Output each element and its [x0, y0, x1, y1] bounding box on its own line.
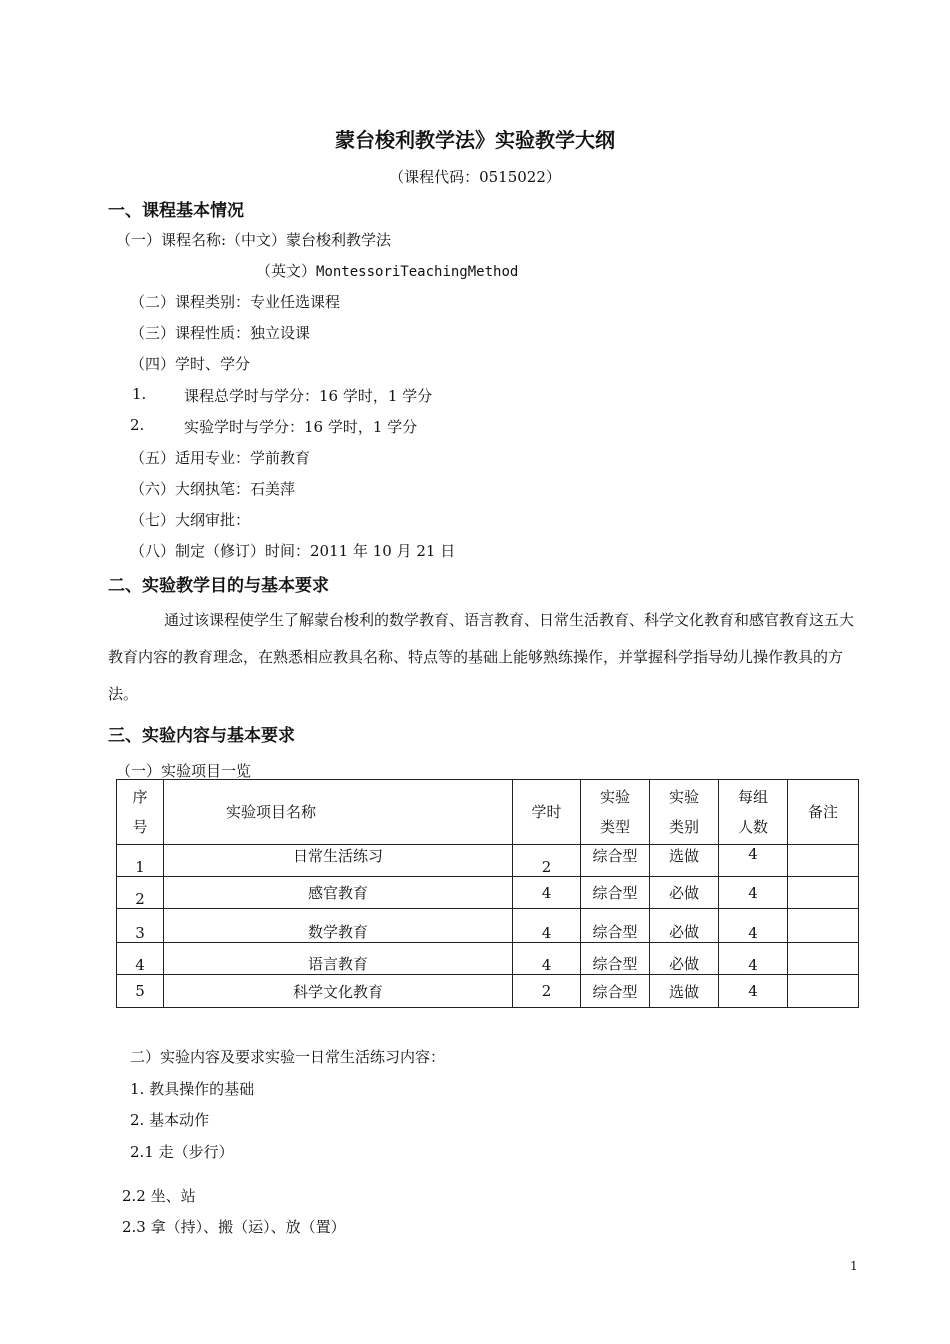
document-title: 蒙台梭利教学法》实验教学大纲: [335, 128, 615, 152]
course-code: （课程代码：0515022）: [389, 168, 561, 186]
syllabus-author: （六）大纲执笔：石美萍: [130, 480, 296, 498]
table-row: [117, 943, 859, 975]
cell-group-size: 4: [719, 845, 788, 877]
content-item-1: 1. 教具操作的基础: [130, 1080, 255, 1098]
cell-type: 综合型: [581, 943, 650, 975]
hours-item-1: 课程总学时与学分：16 学时，1 学分: [184, 387, 433, 405]
cell-seq: 5: [117, 975, 164, 1008]
content-item-2: 2. 基本动作: [130, 1111, 210, 1129]
section2-heading: 二、实验教学目的与基本要求: [108, 576, 329, 596]
applicable-major: （五）适用专业：学前教育: [130, 449, 311, 467]
cell-hours: 4: [513, 909, 581, 943]
content-item-2-3: 2.3 拿（持）、搬（运）、放（置）: [122, 1218, 346, 1236]
hours-item-1-num: 1.: [132, 385, 147, 403]
cell-kind: 选做: [650, 975, 719, 1008]
cell-type: 综合型: [581, 975, 650, 1008]
cell-type: 综合型: [581, 845, 650, 877]
cell-name: 语言教育: [164, 943, 513, 975]
cell-group-size: 4: [719, 975, 788, 1008]
hours-item-2: 实验学时与学分：16 学时，1 学分: [184, 418, 418, 436]
section2-paragraph: 通过该课程使学生了解蒙台梭利的数学教育、语言教育、日常生活教育、科学文化教育和感官教育这五大教育内容的教育理念，在熟悉相应教具名称、特点等的基础上能够熟练操作，并掌握科学指导幼儿操作教具的方法。: [108, 611, 855, 703]
course-name-en-label: （英文）: [256, 262, 317, 280]
header-group-size: 每组 人数: [719, 780, 788, 845]
cell-hours: 4: [513, 943, 581, 975]
table-row: [117, 877, 859, 909]
hours-heading: （四）学时、学分: [130, 355, 251, 373]
cell-seq: 2: [117, 877, 164, 909]
cell-kind: 选做: [650, 845, 719, 877]
table-row: [117, 909, 859, 943]
cell-seq: 1: [117, 845, 164, 877]
content-item-2-2: 2.2 坐、站: [122, 1187, 196, 1205]
table-row: [117, 845, 859, 877]
course-name-en-value: MontessoriTeachingMethod: [316, 264, 519, 280]
cell-name: 科学文化教育: [164, 975, 513, 1008]
cell-kind: 必做: [650, 943, 719, 975]
cell-note: [788, 845, 859, 877]
cell-note: [788, 909, 859, 943]
cell-type: 综合型: [581, 909, 650, 943]
table-row: [117, 975, 859, 1008]
cell-seq: 4: [117, 943, 164, 975]
cell-note: [788, 877, 859, 909]
content-heading: 二）实验内容及要求实验一日常生活练习内容：: [130, 1048, 446, 1066]
cell-note: [788, 975, 859, 1008]
page-number: 1: [850, 1259, 858, 1273]
section1-heading: 一、课程基本情况: [108, 201, 244, 221]
course-category: （二）课程类别：专业任选课程: [130, 293, 341, 311]
cell-seq: 3: [117, 909, 164, 943]
cell-name: 感官教育: [164, 877, 513, 909]
syllabus-approval: （七）大纲审批：: [130, 511, 251, 529]
course-name-en: [256, 260, 518, 281]
experiment-table: [116, 779, 859, 1008]
revision-date: （八）制定（修订）时间：2011 年 10 月 21 日: [130, 542, 456, 560]
table-caption: （一）实验项目一览: [116, 762, 252, 780]
header-type: 实验 类型: [581, 780, 650, 845]
cell-group-size: 4: [719, 909, 788, 943]
cell-note: [788, 943, 859, 975]
header-note: 备注: [788, 780, 859, 845]
header-kind: 实验 类别: [650, 780, 719, 845]
cell-type: 综合型: [581, 877, 650, 909]
cell-name: 日常生活练习: [164, 845, 513, 877]
course-name-cn: （一）课程名称:（中文）蒙台梭利教学法: [116, 231, 392, 249]
table-header-row: [117, 780, 859, 845]
section3-heading: 三、实验内容与基本要求: [108, 726, 295, 746]
cell-hours: 2: [513, 845, 581, 877]
header-hours: 学时: [513, 780, 581, 845]
cell-hours: 2: [513, 975, 581, 1008]
cell-name: 数学教育: [164, 909, 513, 943]
course-nature: （三）课程性质：独立设课: [130, 324, 311, 342]
cell-group-size: 4: [719, 943, 788, 975]
header-name: 实验项目名称: [164, 780, 513, 845]
cell-hours: 4: [513, 877, 581, 909]
cell-group-size: 4: [719, 877, 788, 909]
hours-item-2-num: 2.: [130, 416, 145, 434]
header-seq: 序 号: [117, 780, 164, 845]
cell-kind: 必做: [650, 877, 719, 909]
content-item-2-1: 2.1 走（步行）: [130, 1143, 234, 1161]
cell-kind: 必做: [650, 909, 719, 943]
